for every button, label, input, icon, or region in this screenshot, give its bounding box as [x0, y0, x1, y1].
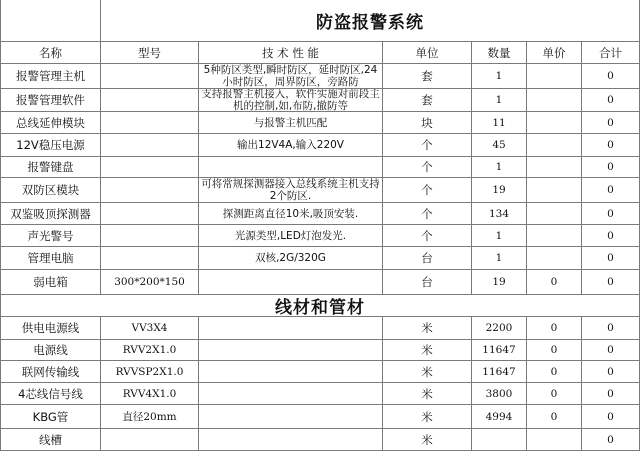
unit-cell[interactable]: 块 — [383, 112, 472, 134]
spec-cell[interactable]: 探测距离直径10米,吸顶安装. — [199, 203, 383, 225]
unit-cell[interactable]: 米 — [383, 405, 472, 429]
name-cell[interactable]: 4芯线信号线 — [0, 383, 101, 405]
section-row — [0, 295, 640, 317]
spec-cell[interactable]: 支持报警主机接入，软件实施对前段主机的控制,如,布防,撤防等 — [199, 89, 383, 112]
spec-cell[interactable]: 双核,2G/320G — [199, 247, 383, 270]
unit-cell[interactable]: 米 — [383, 317, 472, 340]
qty-cell[interactable]: 3800 — [472, 383, 527, 405]
title-blank-cell[interactable] — [0, 0, 101, 42]
total-cell[interactable]: 0 — [582, 383, 640, 405]
unit-cell[interactable]: 个 — [383, 225, 472, 247]
total-cell[interactable]: 0 — [582, 247, 640, 270]
name-cell[interactable]: 线槽 — [0, 429, 101, 451]
total-cell[interactable]: 0 — [582, 134, 640, 157]
model-cell[interactable] — [101, 64, 199, 89]
title-row — [0, 0, 640, 42]
total-cell[interactable]: 0 — [582, 203, 640, 225]
model-cell[interactable]: RVV4X1.0 — [101, 383, 199, 405]
unit-cell[interactable]: 米 — [383, 429, 472, 451]
sheet-title: 防盗报警系统 — [101, 0, 640, 42]
total-cell[interactable]: 0 — [582, 429, 640, 451]
total-cell[interactable]: 0 — [582, 112, 640, 134]
qty-cell[interactable]: 134 — [472, 203, 527, 225]
name-cell[interactable]: 声光警号 — [0, 225, 101, 247]
table-row — [0, 203, 640, 225]
name-cell[interactable]: 12V稳压电源 — [0, 134, 101, 157]
total-cell[interactable]: 0 — [582, 270, 640, 295]
price-cell[interactable] — [527, 157, 582, 178]
total-cell[interactable]: 0 — [582, 340, 640, 361]
price-cell[interactable] — [527, 134, 582, 157]
qty-cell[interactable]: 45 — [472, 134, 527, 157]
qty-cell[interactable]: 4994 — [472, 405, 527, 429]
total-cell[interactable]: 0 — [582, 157, 640, 178]
price-cell[interactable] — [527, 178, 582, 203]
qty-cell[interactable]: 1 — [472, 89, 527, 112]
unit-cell[interactable]: 台 — [383, 270, 472, 295]
price-cell[interactable]: 0 — [527, 361, 582, 383]
qty-cell[interactable]: 1 — [472, 157, 527, 178]
model-cell[interactable] — [101, 157, 199, 178]
spec-cell[interactable]: 与报警主机匹配 — [199, 112, 383, 134]
table-row — [0, 247, 640, 270]
unit-cell[interactable]: 套 — [383, 89, 472, 112]
table-row — [0, 317, 640, 340]
name-cell[interactable]: 供电电源线 — [0, 317, 101, 340]
total-cell[interactable]: 0 — [582, 225, 640, 247]
table-row — [0, 361, 640, 383]
spec-cell[interactable] — [199, 340, 383, 361]
header-qty: 数量 — [472, 42, 527, 64]
price-cell[interactable]: 0 — [527, 383, 582, 405]
table-row — [0, 225, 640, 247]
table-row — [0, 405, 640, 429]
model-cell[interactable]: RVVSP2X1.0 — [101, 361, 199, 383]
price-cell[interactable] — [527, 89, 582, 112]
header-name: 名称 — [0, 42, 101, 64]
price-cell[interactable] — [527, 429, 582, 451]
section-title: 线材和管材 — [0, 295, 640, 317]
model-cell[interactable]: 直径20mm — [101, 405, 199, 429]
header-spec: 技 术 性 能 — [199, 42, 383, 64]
total-cell[interactable]: 0 — [582, 317, 640, 340]
qty-cell[interactable]: 19 — [472, 270, 527, 295]
name-cell[interactable]: 双鉴吸顶探测器 — [0, 203, 101, 225]
header-price: 单价 — [527, 42, 582, 64]
unit-cell[interactable]: 个 — [383, 134, 472, 157]
header-unit: 单位 — [383, 42, 472, 64]
qty-cell[interactable]: 19 — [472, 178, 527, 203]
model-cell[interactable]: VV3X4 — [101, 317, 199, 340]
qty-cell[interactable]: 11 — [472, 112, 527, 134]
total-cell[interactable]: 0 — [582, 178, 640, 203]
price-cell[interactable] — [527, 203, 582, 225]
qty-cell[interactable]: 1 — [472, 247, 527, 270]
table-row — [0, 157, 640, 178]
model-cell[interactable] — [101, 203, 199, 225]
price-cell[interactable] — [527, 64, 582, 89]
qty-cell[interactable]: 11647 — [472, 361, 527, 383]
table-row — [0, 134, 640, 157]
table-row — [0, 64, 640, 89]
model-cell[interactable]: 300*200*150 — [101, 270, 199, 295]
header-model: 型号 — [101, 42, 199, 64]
spec-cell[interactable]: 光源类型,LED灯泡发光. — [199, 225, 383, 247]
table-row — [0, 270, 640, 295]
name-cell[interactable]: 报警管理主机 — [0, 64, 101, 89]
spec-cell[interactable] — [199, 429, 383, 451]
model-cell[interactable] — [101, 112, 199, 134]
total-cell[interactable]: 0 — [582, 89, 640, 112]
name-cell[interactable]: 联网传输线 — [0, 361, 101, 383]
model-cell[interactable] — [101, 89, 199, 112]
model-cell[interactable] — [101, 134, 199, 157]
table-row — [0, 112, 640, 134]
price-cell[interactable]: 0 — [527, 270, 582, 295]
qty-cell[interactable]: 1 — [472, 64, 527, 89]
unit-cell[interactable]: 个 — [383, 178, 472, 203]
total-cell[interactable]: 0 — [582, 64, 640, 89]
table-row — [0, 340, 640, 361]
model-cell[interactable] — [101, 429, 199, 451]
unit-cell[interactable]: 套 — [383, 64, 472, 89]
spec-cell[interactable] — [199, 361, 383, 383]
spec-cell[interactable] — [199, 317, 383, 340]
header-row — [0, 42, 640, 64]
unit-cell[interactable]: 米 — [383, 340, 472, 361]
name-cell[interactable]: 弱电箱 — [0, 270, 101, 295]
price-cell[interactable]: 0 — [527, 317, 582, 340]
model-cell[interactable]: RVV2X1.0 — [101, 340, 199, 361]
name-cell[interactable]: 报警键盘 — [0, 157, 101, 178]
model-cell[interactable] — [101, 225, 199, 247]
name-cell[interactable]: 双防区模块 — [0, 178, 101, 203]
price-cell[interactable]: 0 — [527, 340, 582, 361]
total-cell[interactable]: 0 — [582, 405, 640, 429]
spec-cell[interactable]: 5种防区类型,瞬时防区，延时防区,24小时防区，周界防区，旁路防 — [199, 64, 383, 89]
table-row — [0, 429, 640, 451]
unit-cell[interactable]: 米 — [383, 361, 472, 383]
spec-cell[interactable]: 输出12V4A,输入220V — [199, 134, 383, 157]
price-cell[interactable] — [527, 247, 582, 270]
table-row — [0, 89, 640, 112]
header-total: 合计 — [582, 42, 640, 64]
qty-cell[interactable]: 11647 — [472, 340, 527, 361]
qty-cell[interactable]: 1 — [472, 225, 527, 247]
name-cell[interactable]: 报警管理软件 — [0, 89, 101, 112]
qty-cell[interactable] — [472, 429, 527, 451]
price-cell[interactable] — [527, 112, 582, 134]
name-cell[interactable]: 总线延伸模块 — [0, 112, 101, 134]
spec-cell[interactable] — [199, 157, 383, 178]
spec-cell[interactable] — [199, 270, 383, 295]
name-cell[interactable]: 电源线 — [0, 340, 101, 361]
price-cell[interactable] — [527, 225, 582, 247]
model-cell[interactable] — [101, 178, 199, 203]
unit-cell[interactable]: 个 — [383, 203, 472, 225]
price-cell[interactable]: 0 — [527, 405, 582, 429]
total-cell[interactable]: 0 — [582, 361, 640, 383]
spec-cell[interactable]: 可将常规探测器接入总线系统主机支持2个防区. — [199, 178, 383, 203]
qty-cell[interactable]: 2200 — [472, 317, 527, 340]
name-cell[interactable]: KBG管 — [0, 405, 101, 429]
table-row — [0, 178, 640, 203]
spec-cell[interactable] — [199, 405, 383, 429]
table-row — [0, 383, 640, 405]
spec-cell[interactable] — [199, 383, 383, 405]
model-cell[interactable] — [101, 247, 199, 270]
unit-cell[interactable]: 个 — [383, 157, 472, 178]
name-cell[interactable]: 管理电脑 — [0, 247, 101, 270]
unit-cell[interactable]: 台 — [383, 247, 472, 270]
unit-cell[interactable]: 米 — [383, 383, 472, 405]
